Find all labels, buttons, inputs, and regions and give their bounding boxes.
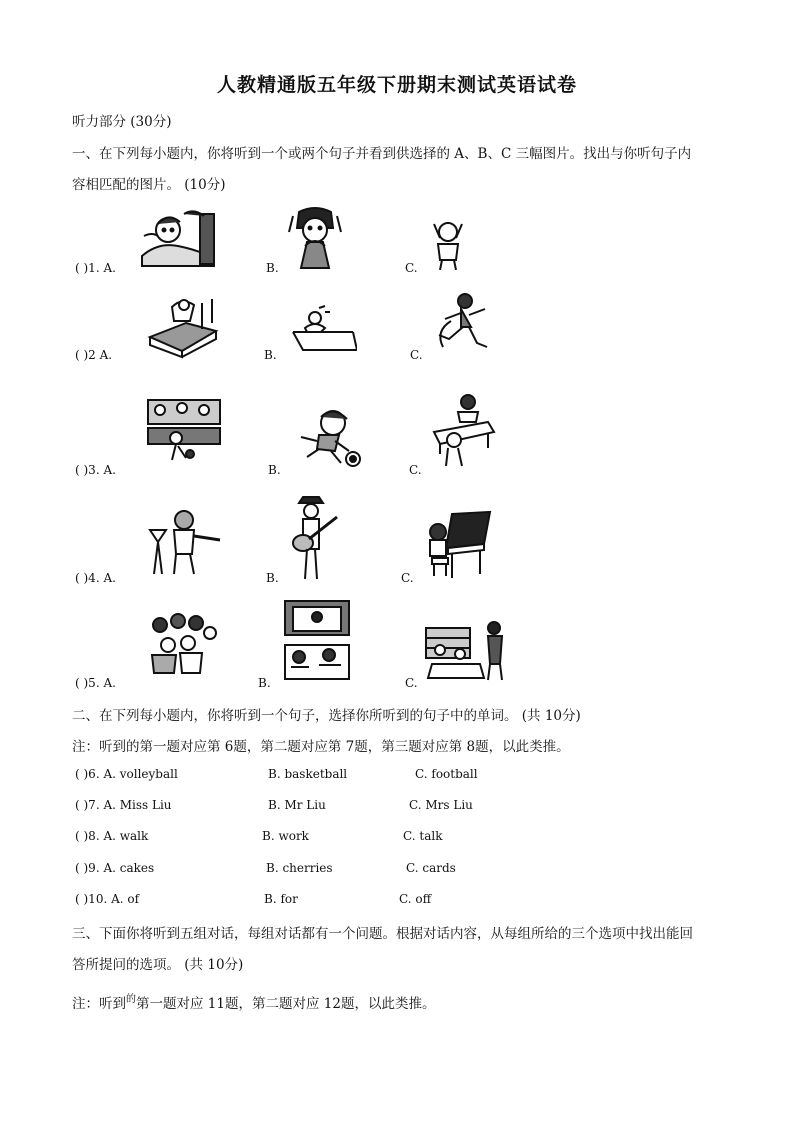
question-10-label: ( )10. A. of — [75, 892, 140, 906]
question-9-option-b: B. cherries — [266, 861, 333, 875]
question-5-option-b: B. — [258, 676, 271, 690]
question-6-option-b: B. basketball — [268, 767, 348, 781]
question-5-label: ( )5. A. — [75, 676, 116, 690]
part3-note-prefix: 注：听到 — [72, 996, 126, 1012]
question-8-label: ( )8. A. walk — [75, 829, 149, 843]
swimming-icon — [289, 304, 357, 352]
part1-instruction-line1: 一、在下列每小题内，你将听到一个或两个句子并看到供选择的 A、B、C 三幅图片。找出与你听句子内 — [72, 146, 692, 162]
question-2-option-b: B. — [264, 348, 277, 362]
boy-soccer-icon — [289, 407, 365, 471]
group-children-icon — [146, 611, 218, 675]
part2-note: 注：听到的第一题对应第 6题，第二题对应第 7题，第三题对应第 8题，以此类推。 — [72, 739, 570, 755]
part1-instruction-line2: 容相匹配的图片。 (10分) — [72, 177, 226, 193]
part3-note-rest: 第一题对应 11题，第二题对应 12题，以此类推。 — [136, 996, 436, 1012]
sick-in-bed-icon — [138, 206, 220, 268]
guitar-icon — [289, 495, 343, 581]
violin-icon — [146, 508, 222, 578]
question-7-option-b: B. Mr Liu — [268, 798, 326, 812]
question-7-option-c: C. Mrs Liu — [409, 798, 473, 812]
bed-icon — [146, 293, 220, 359]
question-5-option-c: C. — [405, 676, 418, 690]
question-10-option-c: C. off — [399, 892, 432, 906]
question-10-option-b: B. for — [264, 892, 298, 906]
part3-instruction-line1: 三、下面你将听到五组对话，每组对话都有一个问题。根据对话内容，从每组所给的三个选项中找出能回 — [72, 926, 693, 942]
question-3-option-c: C. — [409, 463, 422, 477]
question-4-option-c: C. — [401, 571, 414, 585]
question-6-label: ( )6. A. volleyball — [75, 767, 178, 781]
classroom-tv-icon — [281, 599, 353, 681]
part3-note-sup: 的 — [126, 994, 136, 1005]
question-6-option-c: C. football — [415, 767, 478, 781]
question-3-option-b: B. — [268, 463, 281, 477]
part3-instruction-line2: 答所提问的选项。 (共 10分) — [72, 957, 244, 973]
piano-icon — [422, 510, 492, 582]
basketball-game-icon — [146, 398, 222, 468]
girl-eating-icon — [285, 206, 345, 270]
question-8-option-c: C. talk — [403, 829, 443, 843]
part3-note — [72, 992, 435, 1012]
question-2-option-c: C. — [410, 348, 423, 362]
question-9-option-c: C. cards — [406, 861, 456, 875]
library-reading-icon — [424, 620, 514, 682]
running-icon — [431, 291, 491, 355]
question-9-label: ( )9. A. cakes — [75, 861, 155, 875]
question-8-option-b: B. work — [262, 829, 309, 843]
headache-icon — [424, 216, 472, 270]
page-title: 人教精通版五年级下册期末测试英语试卷 — [216, 74, 577, 96]
listening-header: 听力部分 (30分) — [72, 114, 172, 130]
question-2-label: ( )2 A. — [75, 348, 113, 362]
question-1-option-c: C. — [405, 261, 418, 275]
part2-instruction: 二、在下列每小题内，你将听到一个句子，选择你所听到的句子中的单词。 (共 10分) — [72, 708, 581, 724]
question-4-option-b: B. — [266, 571, 279, 585]
question-4-label: ( )4. A. — [75, 571, 116, 585]
question-7-label: ( )7. A. Miss Liu — [75, 798, 172, 812]
question-1-option-b: B. — [266, 261, 279, 275]
question-1-label: ( )1. A. — [75, 261, 116, 275]
question-3-label: ( )3. A. — [75, 463, 116, 477]
ping-pong-icon — [432, 392, 496, 472]
